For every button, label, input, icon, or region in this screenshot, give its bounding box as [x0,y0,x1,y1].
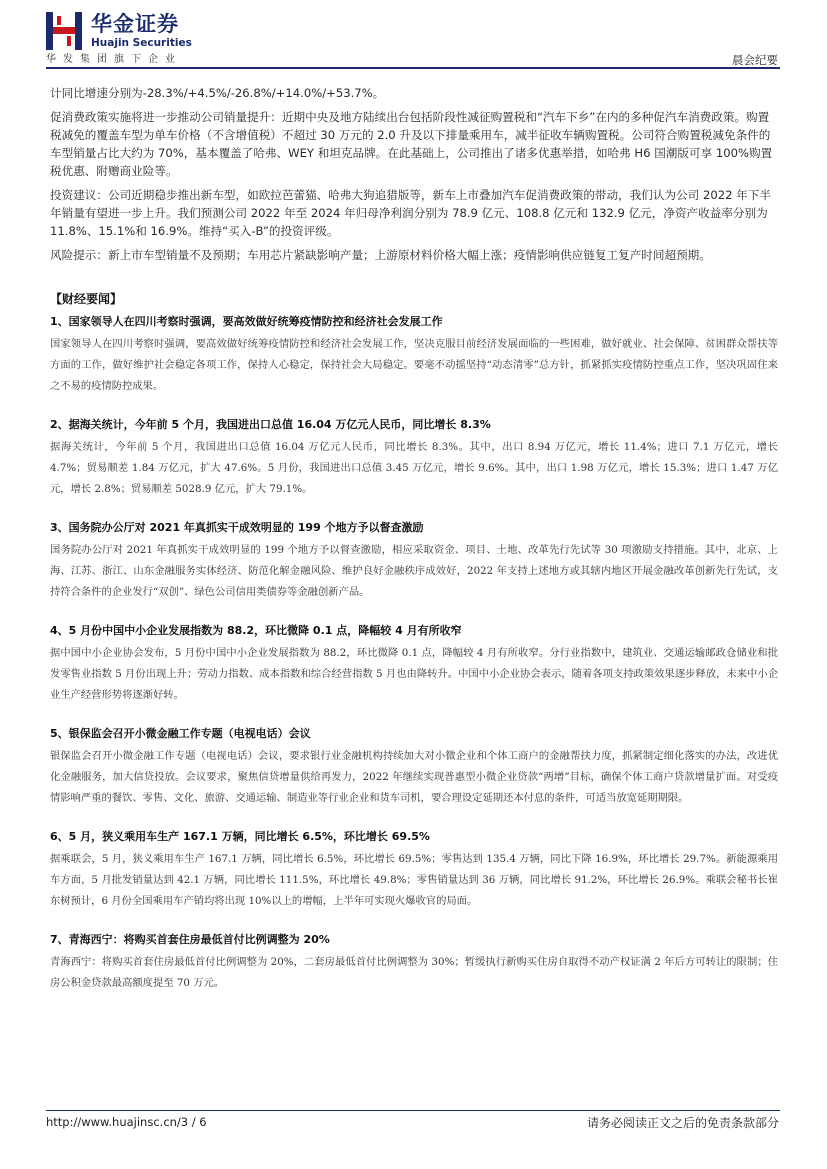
news-item [50,623,778,706]
footer-url-page[interactable]: http://www.huajinsc.cn/3 / 6 [46,1115,207,1129]
news-item [50,314,778,397]
news-body: 据海关统计，今年前 5 个月，我国进出口总值 16.04 万亿元人民币，同比增长 8.3%。其中，出口 8.94 万亿元，增长 11.4%；进口 7.1 万亿元，增长 4.7%；贸易顺差 1.84 万亿元，扩大 47.6%。5 月份，我国进出口总值 3.45 万亿元，增长 9.6%。其中，出口 1.98 万亿元，增长 15.3%；进口 1.47 万亿元，增长 2.8%；贸易顺差 5028.9 亿元，扩大 79.1%。 [50,441,778,495]
news-body: 国家领导人在四川考察时强调，要高效做好统筹疫情防控和经济社会发展工作，坚决克服目前经济发展面临的一些困难，做好就业、社会保障、贫困群众帮扶等方面的工作，做好维护社会稳定各项工作，保持人心稳定，保持社会大局稳定。要毫不动摇坚持“动态清零”总方针，抓紧抓实疫情防控重点工作，坚决巩固住来之不易的疫情防控成果。 [50,338,778,392]
news-title: 1、国家领导人在四川考察时强调，要高效做好统筹疫情防控和经济社会发展工作 [50,315,443,328]
footer-divider [46,1110,780,1111]
page-header [46,10,780,66]
news-item [50,417,778,500]
news-body: 据乘联会，5 月，狭义乘用车生产 167.1 万辆，同比增长 6.5%，环比增长 69.5%；零售达到 135.4 万辆，同比下降 16.9%，环比增长 29.7%。新能源乘用车方面，5 月批发销量达到 42.1 万辆，同比增长 111.5%，环比增长 49.8%；零售销量达到 36 万辆，同比增长 91.2%，环比增长 26.9%。乘联会秘书长崔东树预计，6 月份全国乘用车产销均将出现 10%以上的增幅，上半年可实现火爆收官的局面。 [50,853,778,907]
intro-paragraph: 风险提示：新上市车型销量不及预期；车用芯片紧缺影响产量；上游原材料价格大幅上涨；疫情影响供应链复工复产时间超预期。 [50,248,711,262]
news-title: 3、国务院办公厅对 2021 年真抓实干成效明显的 199 个地方予以督查激励 [50,521,424,534]
news-item [50,726,778,809]
intro-paragraph: 促消费政策实施将进一步推动公司销量提升：近期中央及地方陆续出台包括阶段性减征购置税和“汽车下乡”在内的多种促汽车消费政策。购置税减免的覆盖车型为单车价格（不含增值税）不超过 30 万元的 2.0 升及以下排量乘用车，减半征收车辆购置税。公司符合购置税减免条件的车型销量占比大约为 70%，基本覆盖了哈弗、WEY 和坦克品牌。在此基础上，公司推出了诸多优惠举措，如哈弗 H6 国潮版可享 100%购置税优惠、附赠商业险等。 [50,110,773,178]
intro-paragraph: 投资建议：公司近期稳步推出新车型，如欧拉芭蕾猫、哈弗大狗追猎版等，新车上市叠加汽车促消费政策的带动，我们认为公司 2022 年下半年销量有望进一步上升。我们预测公司 2022 年至 2024 年归母净利润分别为 78.9 亿元、108.8 亿元和 132.9 亿元，净资产收益率分别为 11.8%、15.1%和 16.9%。维持“买入-B”的投资评级。 [50,188,771,238]
news-title: 4、5 月份中国中小企业发展指数为 88.2，环比微降 0.1 点，降幅较 4 月有所收窄 [50,624,462,637]
huajin-logo-icon [46,12,82,50]
logo-chinese-name: 华金证券 [91,12,179,36]
news-body: 银保监会召开小微金融工作专题（电视电话）会议，要求银行业金融机构持续加大对小微企业和个体工商户的金融帮扶力度，抓紧制定细化落实的办法，改进优化金融服务，加大信贷投放。会议要求，聚焦信贷增量供给再发力，2022 年继续实现普惠型小微企业贷款“两增”目标，确保个体工商户贷款增量扩面。对受疫情影响严重的餐饮、零售、文化、旅游、交通运输、制造业等行业企业和货车司机，要合理设定延期还本付息的条件，可适当放宽延期期限。 [50,750,778,804]
news-item [50,520,778,603]
section-title: 【财经要闻】 [50,292,123,306]
news-title: 2、据海关统计，今年前 5 个月，我国进出口总值 16.04 万亿元人民币，同比增长 8.3% [50,418,491,431]
logo-english-name: Huajin Securities [91,37,192,49]
header-divider [46,67,780,69]
news-body: 国务院办公厅对 2021 年真抓实干成效明显的 199 个地方予以督查激励，相应采取资金、项目、土地、改革先行先试等 30 项激励支持措施。其中，北京、上海、江苏、浙江、山东金融服务实体经济、防范化解金融风险、维护良好金融秩序成效好，2022 年支持上述地方或其辖内地区开展金融改革创新先行先试，支持符合条件的企业发行“双创”、绿色公司信用类债券等金融创新产品。 [50,544,778,598]
news-title: 5、银保监会召开小微金融工作专题（电视电话）会议 [50,727,311,740]
page-content [50,84,778,1014]
news-body: 据中国中小企业协会发布，5 月份中国中小企业发展指数为 88.2，环比微降 0.1 点，降幅较 4 月有所收窄。分行业指数中，建筑业、交通运输邮政仓储业和批发零售业指数 5 月份出现上升；劳动力指数、成本指数和综合经营指数 5 月也由降转升。中国中小企业协会表示，随着各项支持政策效果逐步释放，未来中小企业生产经营形势将逐渐好转。 [50,647,778,701]
news-body: 青海西宁：将购买首套住房最低首付比例调整为 20%，二套房最低首付比例调整为 30%；暂缓执行新购买住房自取得不动产权证满 2 年后方可转让的限制；住房公积金贷款最高额度提至 70 万元。 [50,956,778,989]
news-title: 6、5 月，狭义乘用车生产 167.1 万辆，同比增长 6.5%，环比增长 69.5% [50,830,430,843]
news-title: 7、青海西宁：将购买首套住房最低首付比例调整为 20% [50,933,330,946]
company-tagline: 华发集团旗下企业 [46,54,182,65]
news-item [50,932,778,994]
footer-disclaimer: 请务必阅读正文之后的免责条款部分 [586,1116,779,1130]
intro-paragraph: 计同比增速分别为-28.3%/+4.5%/-26.8%/+14.0%/+53.7%。 [50,86,385,100]
document-type-label: 晨会纪要 [732,53,778,67]
news-item [50,829,778,912]
